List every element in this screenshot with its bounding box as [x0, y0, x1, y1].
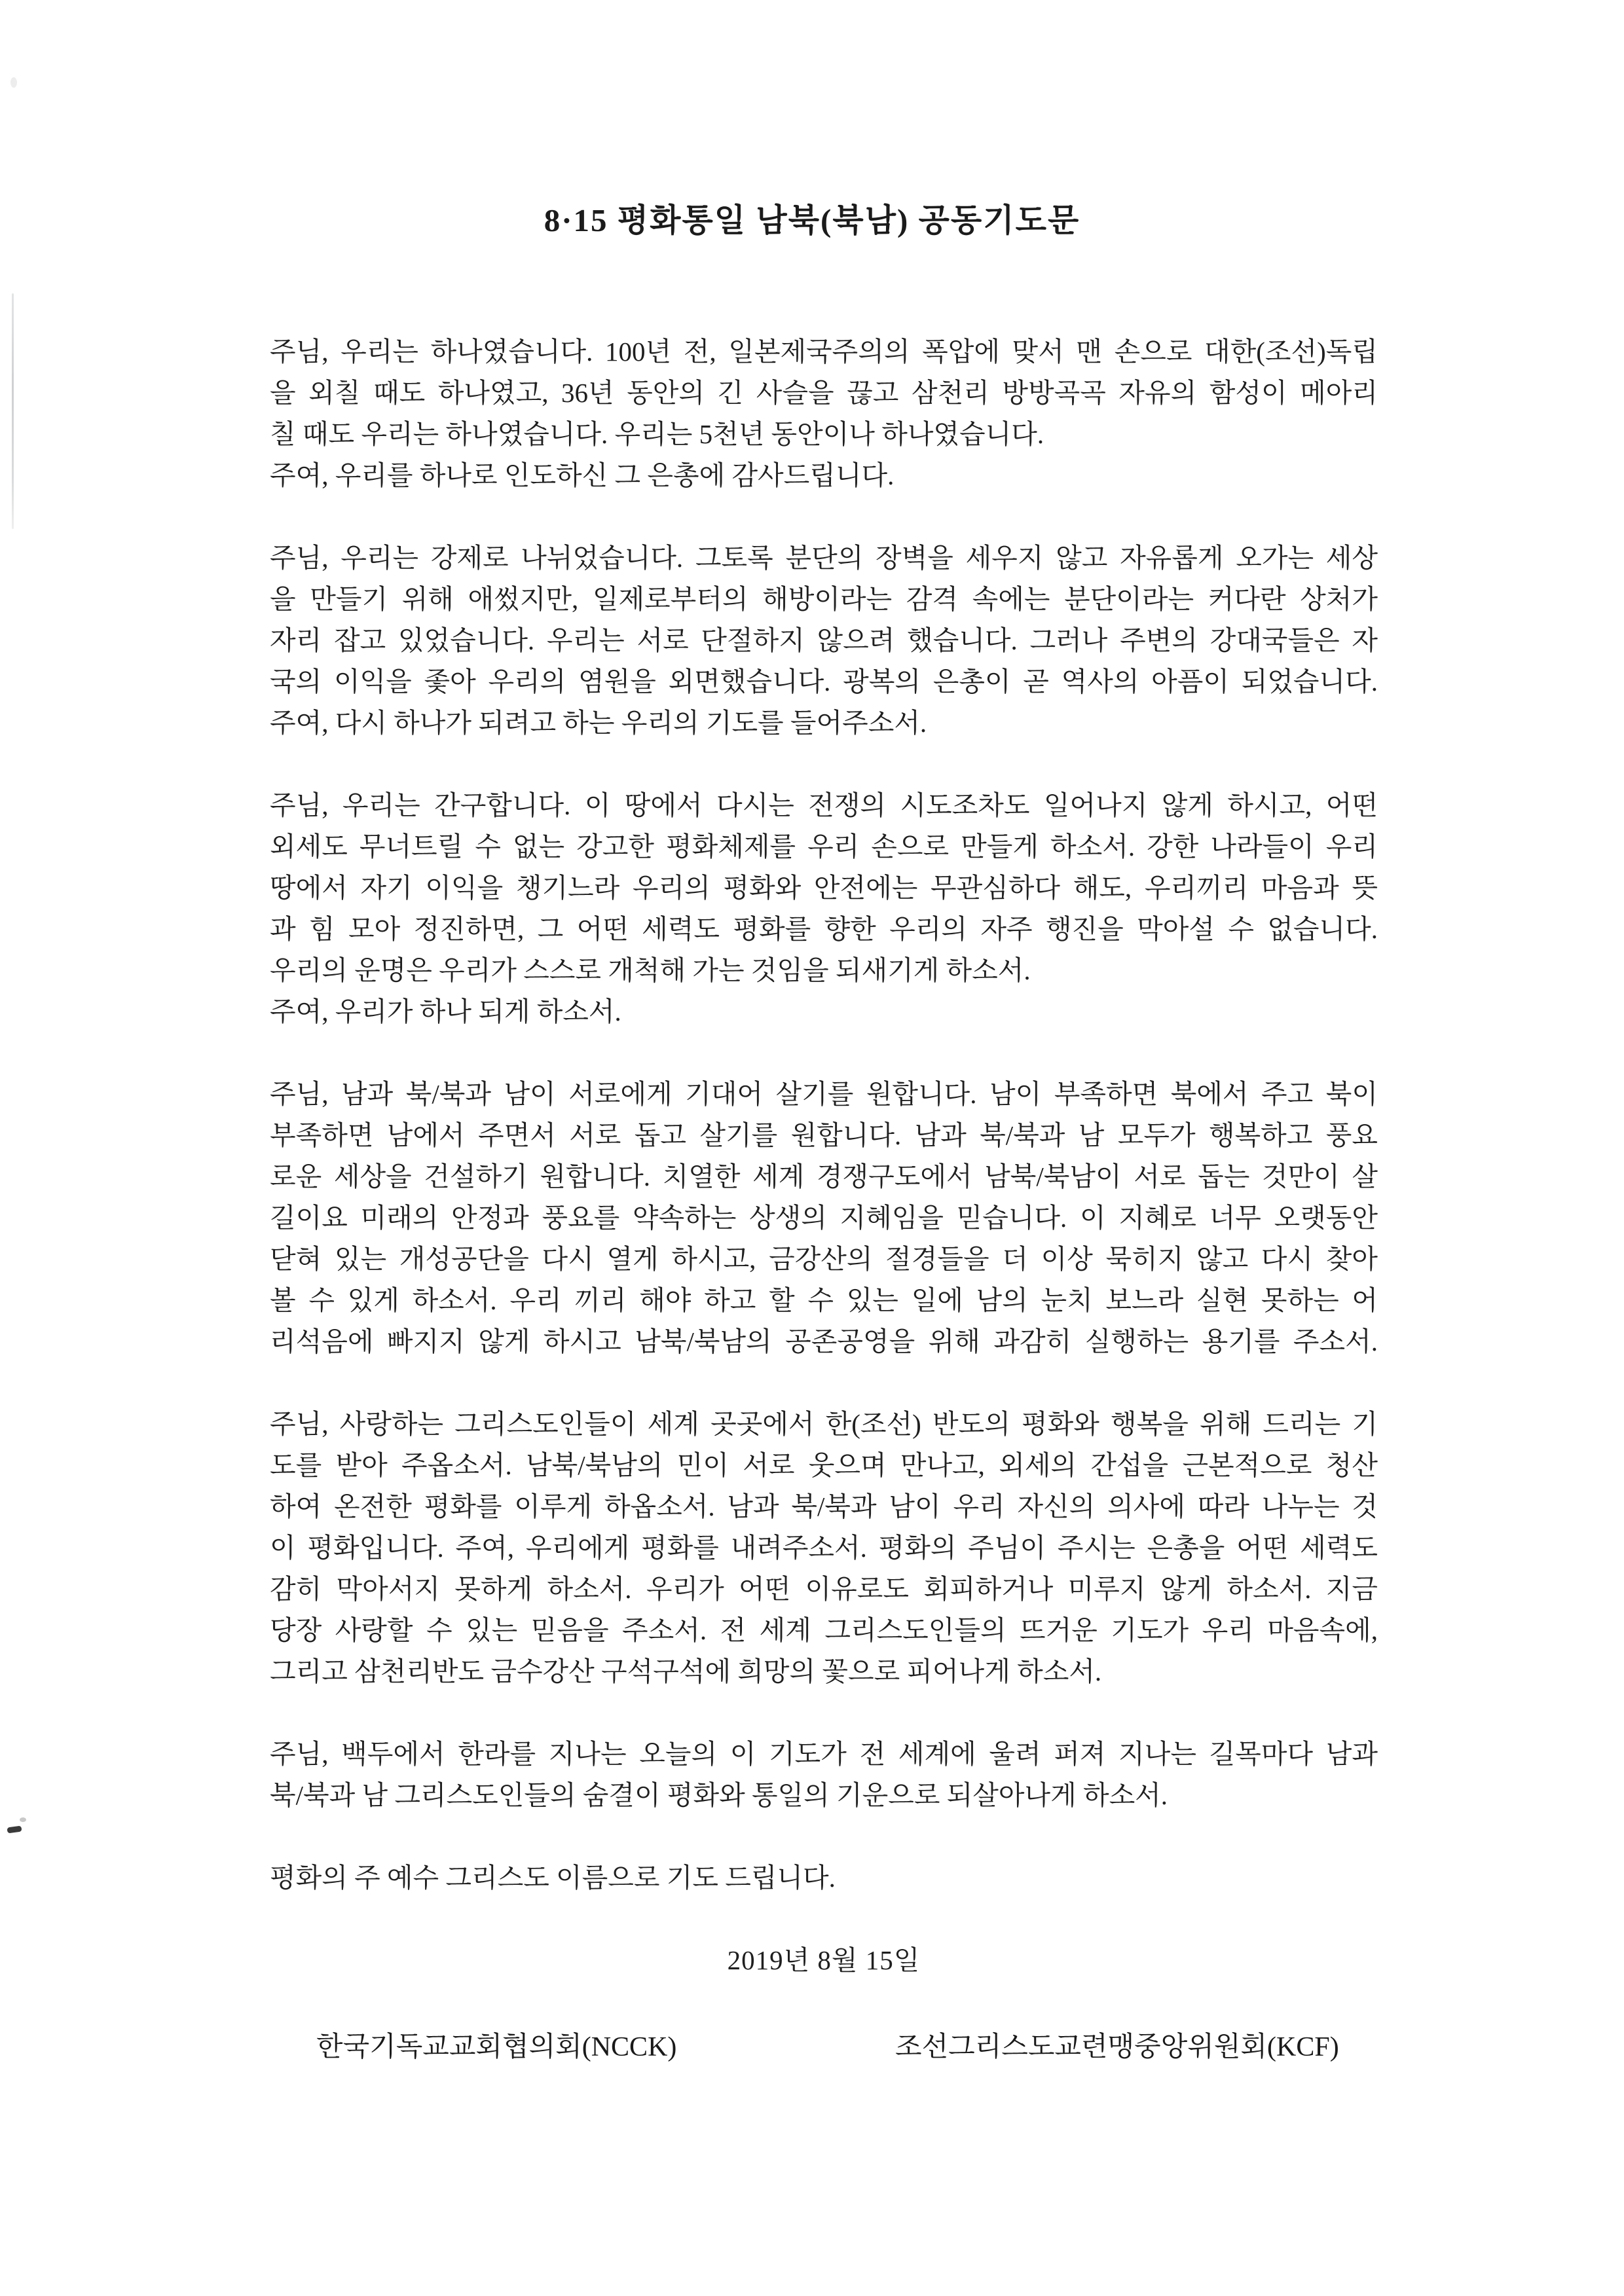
text-line: 을 외칠 때도 하나였고, 36년 동안의 긴 사슬을 끊고 삼천리 방방곡곡 자유의 함성이 메아리	[270, 378, 1378, 408]
text-line: 주여, 우리가 하나 되게 하소서.	[270, 996, 621, 1027]
signature-ncck: 한국기독교교회협의회(NCCK)	[316, 2032, 677, 2062]
text-line: 감히 막아서지 못하게 하소서. 우리가 어떤 이유로도 회피하거나 미루지 않게 하소서. 지금	[270, 1574, 1378, 1604]
text-line: 부족하면 남에서 주면서 서로 돕고 살기를 원합니다. 남과 북/북과 남 모두가 행복하고 풍요	[270, 1120, 1378, 1150]
text-line: 외세도 무너트릴 수 없는 강고한 평화체제를 우리 손으로 만들게 하소서. 강한 나라들이 우리	[270, 831, 1378, 862]
text-line: 길이요 미래의 안정과 풍요를 약속하는 상생의 지혜임을 믿습니다. 이 지혜로 너무 오랫동안	[270, 1203, 1378, 1233]
signature-kcf: 조선그리스도교련맹중앙위원회(KCF)	[895, 2032, 1339, 2062]
text-line: 칠 때도 우리는 하나였습니다. 우리는 5천년 동안이나 하나였습니다.	[270, 419, 1044, 449]
text-line: 주님, 우리는 하나였습니다. 100년 전, 일본제국주의의 폭압에 맞서 맨 손으로 대한(조선)독립	[270, 337, 1378, 367]
prayer-body	[270, 331, 1378, 2068]
signatures-row	[270, 2027, 1378, 2068]
paragraph	[270, 331, 1378, 496]
text-line: 땅에서 자기 이익을 챙기느라 우리의 평화와 안전에는 무관심하다 해도, 우리끼리 마음과 뜻	[270, 873, 1378, 903]
closing-line: 평화의 주 예수 그리스도 이름으로 기도 드립니다.	[270, 1863, 836, 1893]
text-line: 도를 받아 주옵소서. 남북/북남의 민이 서로 웃으며 만나고, 외세의 간섭을 근본적으로 청산	[270, 1450, 1378, 1480]
paragraph	[270, 538, 1378, 744]
paragraph	[270, 1074, 1378, 1362]
paragraphs	[270, 331, 1378, 1816]
scan-artifact	[12, 293, 14, 529]
text-line: 우리의 운명은 우리가 스스로 개척해 가는 것임을 되새기게 하소서.	[270, 955, 1031, 985]
scan-artifact	[10, 77, 17, 88]
date-line: 2019년 8월 15일	[727, 1945, 921, 1975]
paragraph	[270, 1404, 1378, 1692]
text-line: 닫혀 있는 개성공단을 다시 열게 하시고, 금강산의 절경들을 더 이상 묵히지 않고 다시 찾아	[270, 1244, 1378, 1274]
text-line: 하여 온전한 평화를 이루게 하옵소서. 남과 북/북과 남이 우리 자신의 의사에 따라 나누는 것	[270, 1491, 1378, 1522]
text-line: 국의 이익을 좇아 우리의 염원을 외면했습니다. 광복의 은총이 곧 역사의 아픔이 되었습니다.	[270, 666, 1378, 697]
text-line: 이 평화입니다. 주여, 우리에게 평화를 내려주소서. 평화의 주님이 주시는 은총을 어떤 세력도	[270, 1533, 1378, 1563]
text-line: 주님, 우리는 강제로 나뉘었습니다. 그토록 분단의 장벽을 세우지 않고 자유롭게 오가는 세상	[270, 543, 1378, 573]
text-line: 주여, 우리를 하나로 인도하신 그 은총에 감사드립니다.	[270, 460, 895, 490]
scan-artifact	[20, 1817, 26, 1822]
text-line: 주여, 다시 하나가 되려고 하는 우리의 기도를 들어주소서.	[270, 708, 927, 738]
scan-artifact	[7, 1826, 22, 1834]
text-line: 을 만들기 위해 애썼지만, 일제로부터의 해방이라는 감격 속에는 분단이라는 커다란 상처가	[270, 584, 1378, 614]
text-line: 주님, 남과 북/북과 남이 서로에게 기대어 살기를 원합니다. 남이 부족하면 북에서 주고 북이	[270, 1079, 1378, 1109]
text-line: 과 힘 모아 정진하면, 그 어떤 세력도 평화를 향한 우리의 자주 행진을 막아설 수 없습니다.	[270, 914, 1378, 944]
text-line: 주님, 사랑하는 그리스도인들이 세계 곳곳에서 한(조선) 반도의 평화와 행복을 위해 드리는 기	[270, 1409, 1378, 1439]
text-line: 당장 사랑할 수 있는 믿음을 주소서. 전 세계 그리스도인들의 뜨거운 기도가 우리 마음속에,	[270, 1615, 1378, 1645]
paragraph	[270, 1734, 1378, 1816]
text-line: 리석음에 빠지지 않게 하시고 남북/북남의 공존공영을 위해 과감히 실행하는 용기를 주소서.	[270, 1326, 1378, 1357]
text-line: 그리고 삼천리반도 금수강산 구석구석에 희망의 꽃으로 피어나게 하소서.	[270, 1656, 1102, 1686]
text-line: 로운 세상을 건설하기 원합니다. 치열한 세계 경쟁구도에서 남북/북남이 서로 돕는 것만이 살	[270, 1161, 1378, 1192]
paragraph	[270, 785, 1378, 1032]
page-title: 8·15 평화통일 남북(북남) 공동기도문	[544, 202, 1080, 238]
text-line: 북/북과 남 그리스도인들의 숨결이 평화와 통일의 기운으로 되살아나게 하소서.	[270, 1780, 1168, 1810]
text-line: 주님, 백두에서 한라를 지나는 오늘의 이 기도가 전 세계에 울려 퍼져 지나는 길목마다 남과	[270, 1739, 1378, 1769]
text-line: 주님, 우리는 간구합니다. 이 땅에서 다시는 전쟁의 시도조차도 일어나지 않게 하시고, 어떤	[270, 790, 1378, 820]
text-line: 볼 수 있게 하소서. 우리 끼리 해야 하고 할 수 있는 일에 남의 눈치 보느라 실현 못하는 어	[270, 1285, 1378, 1315]
text-line: 자리 잡고 있었습니다. 우리는 서로 단절하지 않으려 했습니다. 그러나 주변의 강대국들은 자	[270, 625, 1378, 655]
